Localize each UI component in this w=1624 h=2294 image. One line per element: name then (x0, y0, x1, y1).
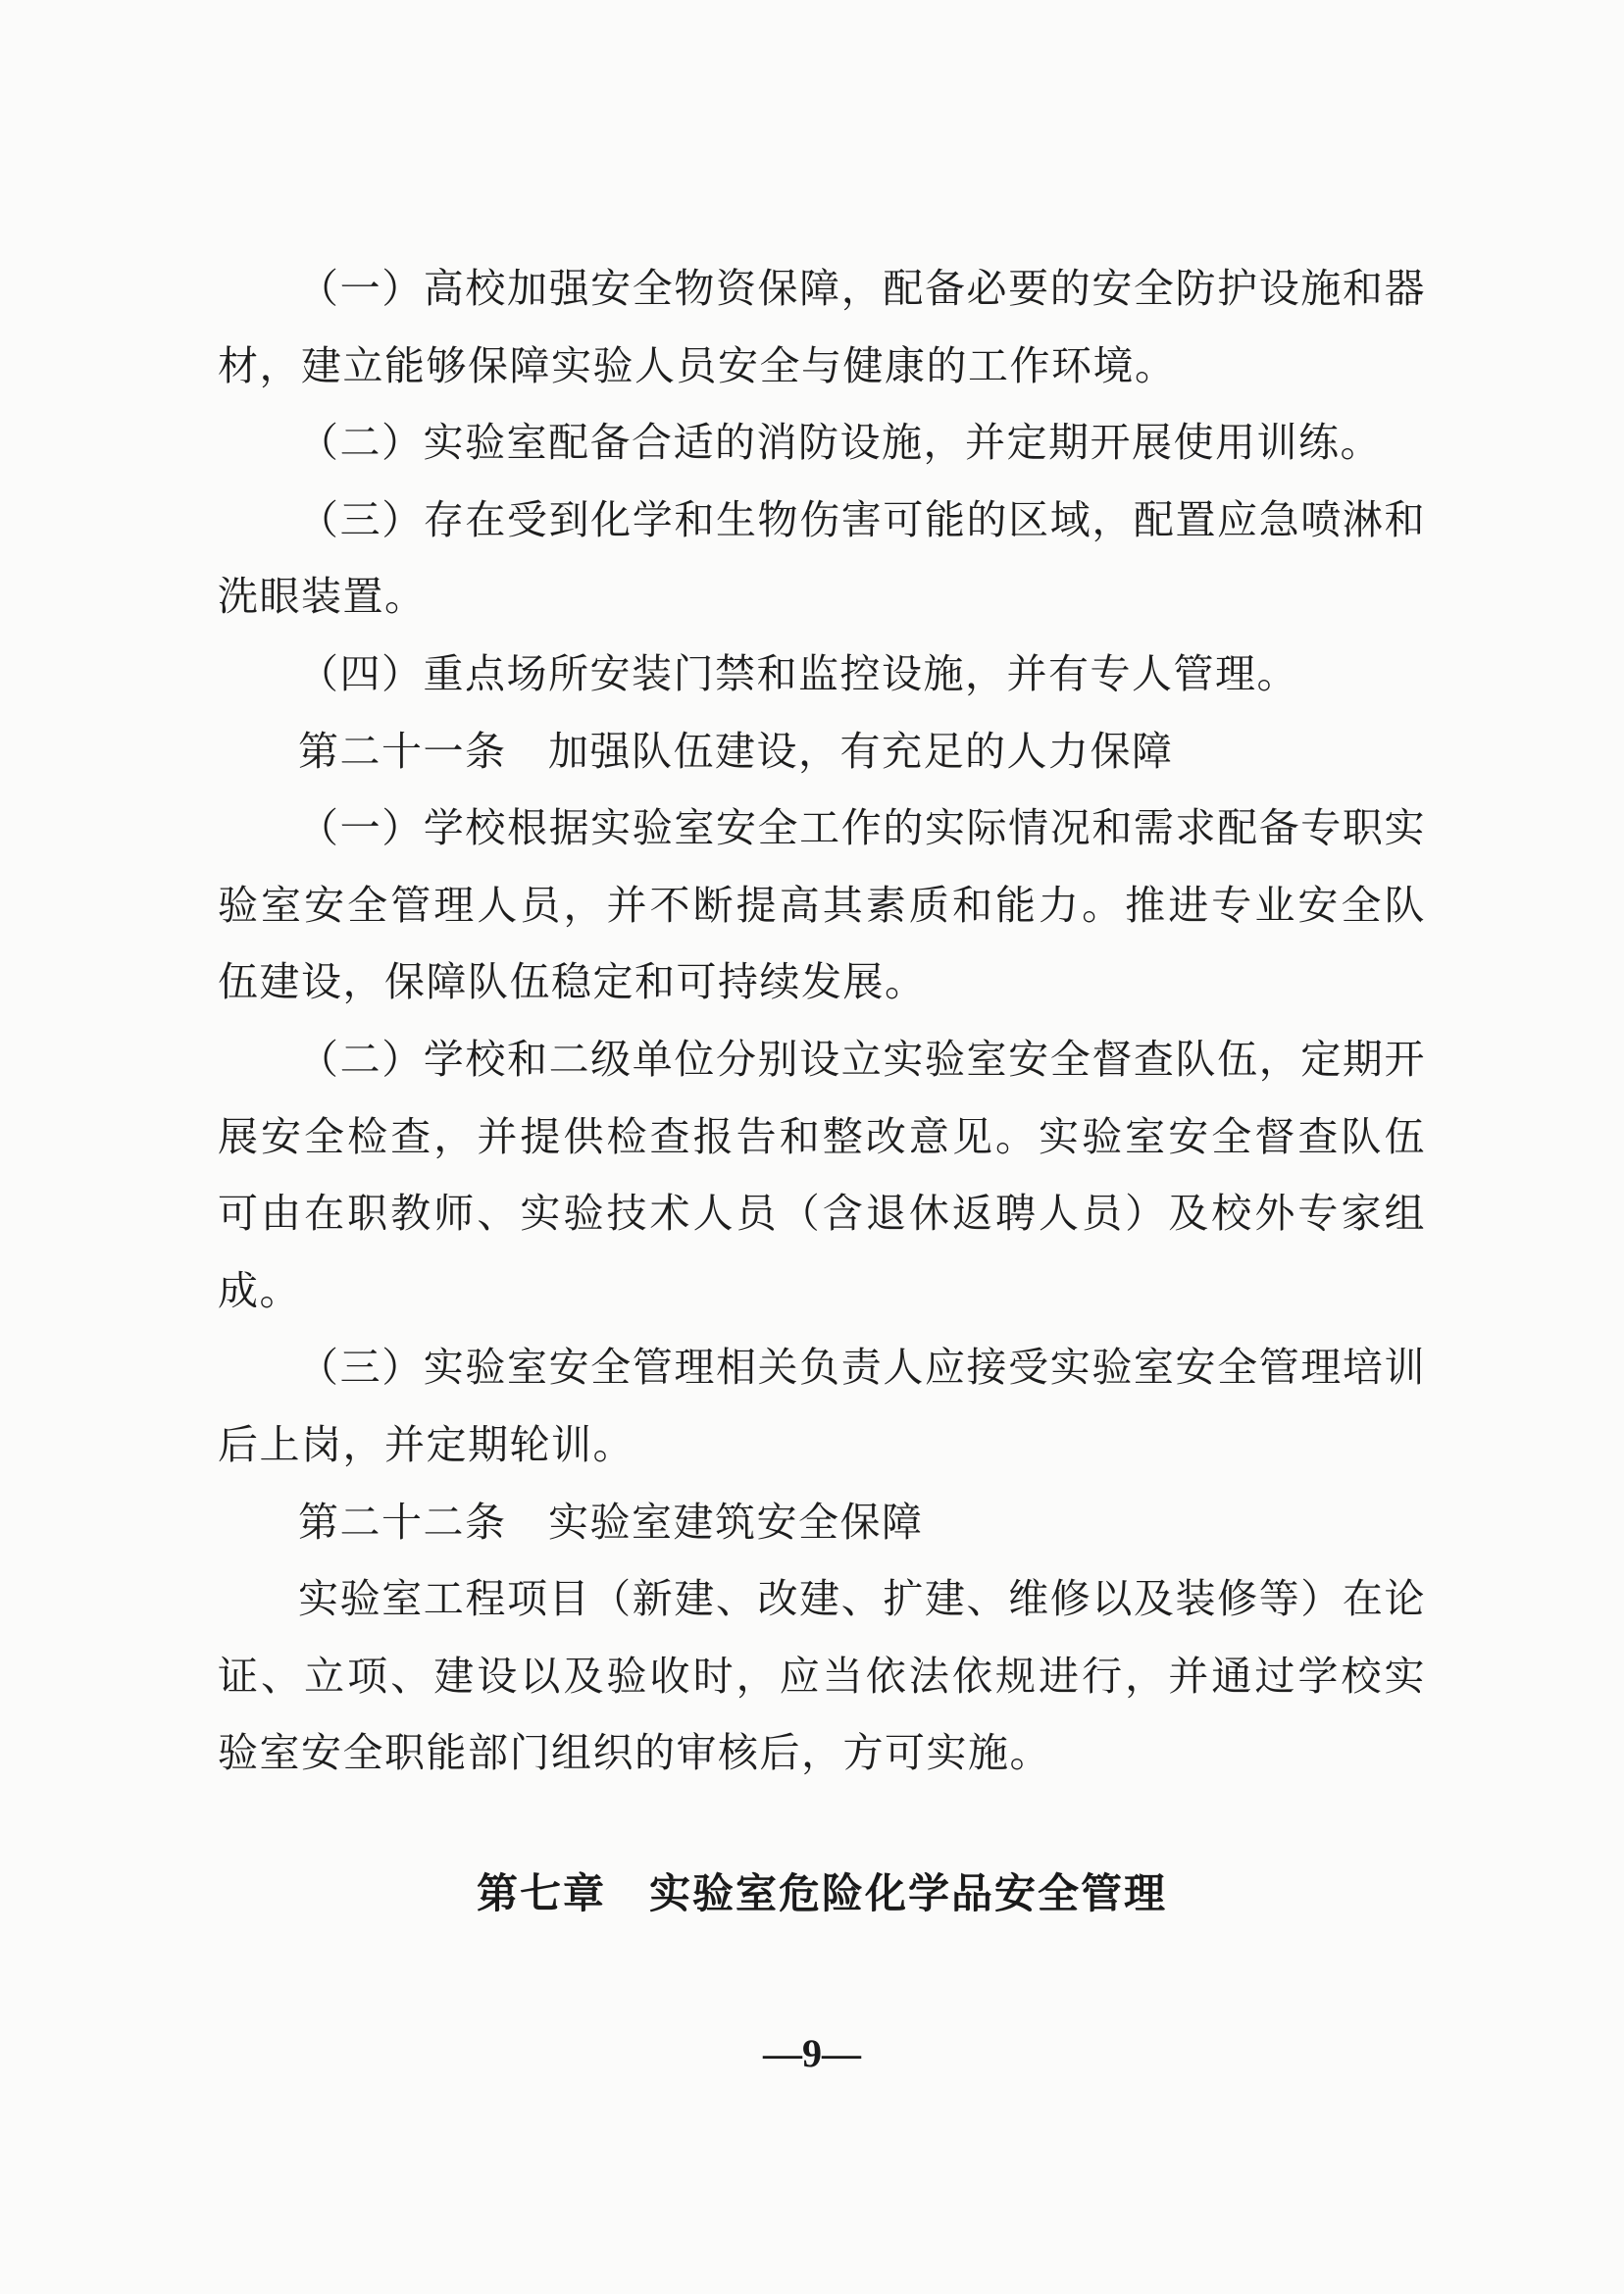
article-21-heading: 第二十一条 加强队伍建设，有充足的人力保障 (298, 727, 1174, 775)
paragraph-fire-facilities: （二）实验室配备合适的消防设施，并定期开展使用训练。 (298, 419, 1382, 467)
paragraph-training: （三）实验室安全管理相关负责人应接受实验室安全管理培训后上岗，并定期轮训。 (218, 1344, 1426, 1468)
paragraph-inspection-team: （二）学校和二级单位分别设立实验室安全督查队伍，定期开展安全检查，并提供检查报告和整改意见。实验室安全督查队伍可由在职教师、实验技术人员（含退休返聘人员）及校外专家组成。 (218, 1035, 1426, 1314)
page-number: —9— (763, 2031, 861, 2075)
paragraph-access-control: （四）重点场所安装门禁和监控设施，并有专人管理。 (298, 649, 1298, 697)
paragraph-safety-staff: （一）学校根据实验室安全工作的实际情况和需求配备专职实验室安全管理人员，并不断提高其素质和能力。推进专业安全队伍建设，保障队伍稳定和可持续发展。 (218, 804, 1426, 1006)
paragraph-building-projects: 实验室工程项目（新建、改建、扩建、维修以及装修等）在论证、立项、建设以及验收时，应当依法依规进行，并通过学校实验室安全职能部门组织的审核后，方可实施。 (218, 1575, 1426, 1777)
article-22-heading: 第二十二条 实验室建筑安全保障 (298, 1498, 924, 1546)
body-text (218, 250, 1426, 1792)
paragraph-emergency-shower: （三）存在受到化学和生物伤害可能的区域，配置应急喷淋和洗眼装置。 (218, 495, 1426, 621)
paragraph-safety-supplies: （一）高校加强安全物资保障，配备必要的安全防护设施和器材，建立能够保障实验人员安全与健康的工作环境。 (218, 265, 1426, 389)
chapter-heading: 第七章 实验室危险化学品安全管理 (476, 1869, 1167, 1917)
